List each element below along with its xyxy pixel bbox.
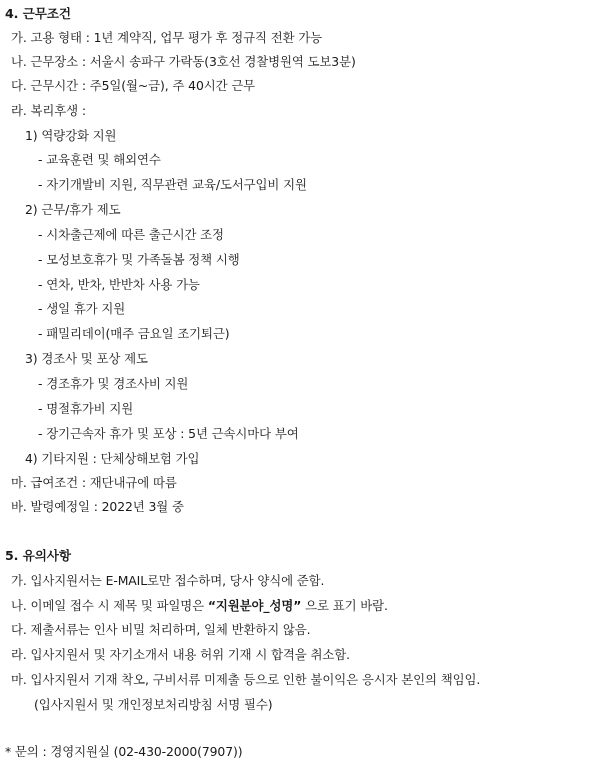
welfare-group-2-item: - 연차, 반차, 반반차 사용 가능 [38,277,200,292]
notice-item-e: 마. 입사지원서 기재 착오, 구비서류 미제출 등으로 인한 불이익은 응시자 본인의 책임임. [11,672,481,687]
section-5-heading: 5. 유의사항 [5,548,71,563]
welfare-group-2-item: - 모성보호휴가 및 가족돌봄 정책 시행 [38,252,240,267]
welfare-group-3-title: 3) 경조사 및 포상 제도 [25,351,148,366]
welfare-group-2-item: - 패밀리데이(매주 금요일 조기퇴근) [38,326,230,341]
welfare-group-2-title: 2) 근무/휴가 제도 [25,202,121,217]
work-location-item: 나. 근무장소 : 서울시 송파구 가락동(3호선 경찰병원역 도보3분) [11,54,356,69]
welfare-group-1-title: 1) 역량강화 지원 [25,128,117,143]
notice-item-b-suffix: 으로 표기 바람. [301,598,388,613]
subject-format-text: “지원분야_성명” [207,598,302,613]
work-hours-item: 다. 근무시간 : 주5일(월~금), 주 40시간 근무 [11,78,256,93]
notice-item-e-note: (입사지원서 및 개인정보처리방침 서명 필수) [34,697,273,712]
employment-type-item: 가. 고용 형태 : 1년 계약직, 업무 평가 후 정규직 전환 가능 [11,30,323,45]
notice-item-b-text: 나. 이메일 접수 시 제목 및 파일명은 [11,598,208,613]
welfare-group-3-item: - 장기근속자 휴가 및 포상 : 5년 근속시마다 부여 [38,426,299,441]
notice-item-c: 다. 제출서류는 인사 비밀 처리하며, 일체 반환하지 않음. [11,622,311,637]
notice-item-d: 라. 입사지원서 및 자기소개서 내용 허위 기재 시 합격을 취소함. [11,647,350,662]
welfare-group-1-item: - 교육훈련 및 해외연수 [38,152,161,167]
notice-item-b [11,598,388,614]
welfare-group-3-item: - 경조휴가 및 경조사비 지원 [38,376,189,391]
welfare-item: 라. 복리후생 : [11,103,86,118]
salary-condition-item: 마. 급여조건 : 재단내규에 따름 [11,475,177,490]
welfare-group-4-title: 4) 기타지원 : 단체상해보험 가입 [25,451,200,466]
welfare-group-2-item: - 생일 휴가 지원 [38,301,126,316]
contact-info: * 문의 : 경영지원실 (02-430-2000(7907)) [5,744,243,759]
welfare-group-3-item: - 명절휴가비 지원 [38,401,134,416]
welfare-group-2-item: - 시차출근제에 따른 출근시간 조정 [38,227,224,242]
welfare-group-1-item: - 자기개발비 지원, 직무관련 교육/도서구입비 지원 [38,177,307,192]
notice-item-a: 가. 입사지원서는 E-MAIL로만 접수하며, 당사 양식에 준함. [11,573,325,588]
appointment-date-item: 바. 발령예정일 : 2022년 3월 중 [11,499,184,514]
section-4-heading: 4. 근무조건 [5,6,71,21]
